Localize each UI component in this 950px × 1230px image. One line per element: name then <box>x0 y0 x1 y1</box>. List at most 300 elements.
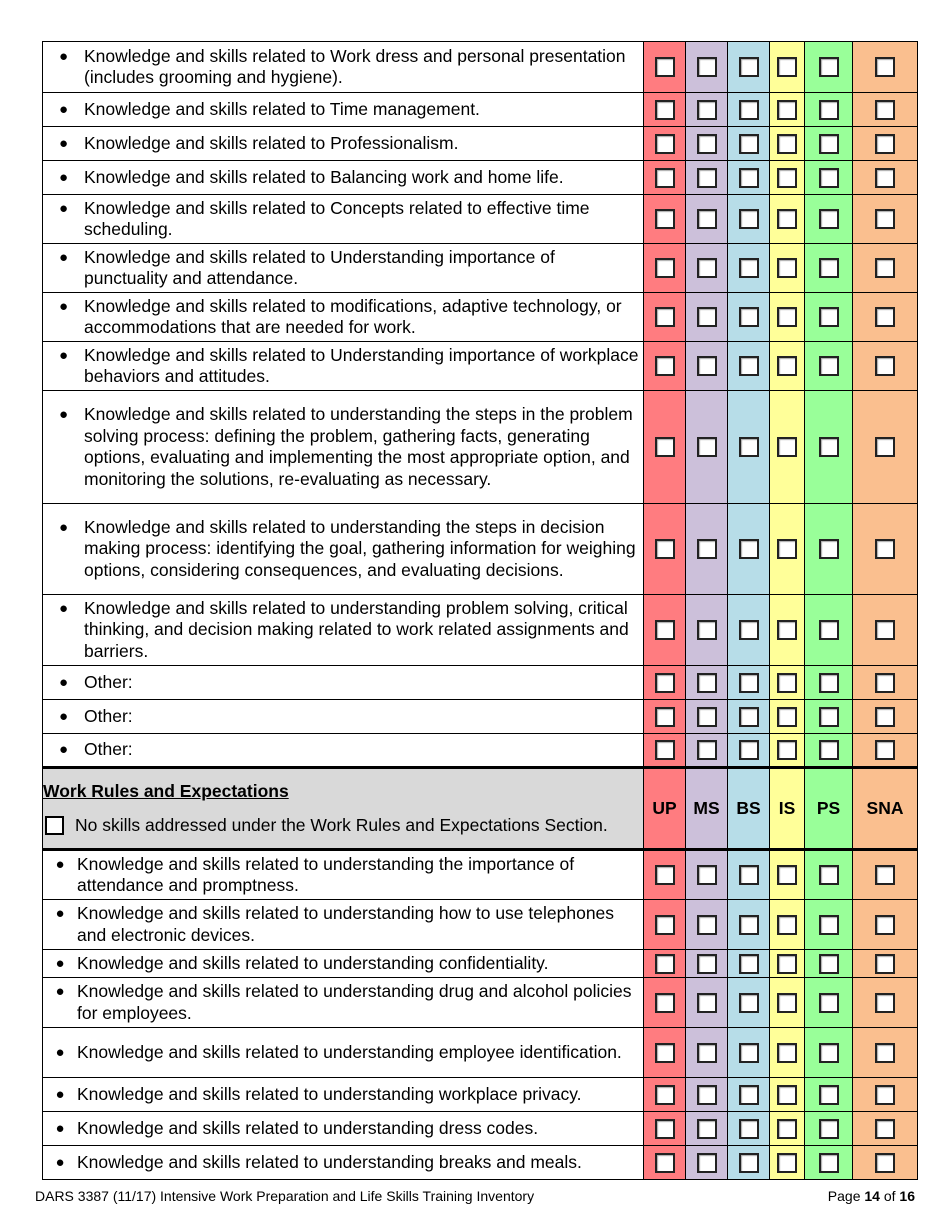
inventory-row <box>43 734 918 768</box>
rating-checkbox-sna[interactable] <box>875 620 895 640</box>
rating-cell-bs <box>728 700 770 734</box>
rating-checkbox-up[interactable] <box>655 134 675 154</box>
rating-checkbox-sna[interactable] <box>875 168 895 188</box>
bullet-icon: ● <box>58 406 69 423</box>
rating-checkbox-ms[interactable] <box>697 57 717 77</box>
rating-cell-bs <box>728 391 770 504</box>
rating-checkbox-is[interactable] <box>777 954 797 974</box>
rating-cell-bs <box>728 850 770 900</box>
rating-checkbox-ms[interactable] <box>697 209 717 229</box>
rating-checkbox-ms[interactable] <box>697 740 717 760</box>
rating-checkbox-ps[interactable] <box>819 437 839 457</box>
rating-checkbox-bs[interactable] <box>739 993 759 1013</box>
rating-checkbox-sna[interactable] <box>875 356 895 376</box>
rating-checkbox-sna[interactable] <box>875 993 895 1013</box>
rating-cell-ms <box>686 93 728 127</box>
rating-cell-sna <box>853 950 918 978</box>
rating-cell-ps <box>805 734 853 768</box>
rating-cell-ms <box>686 293 728 342</box>
rating-cell-is <box>770 195 805 244</box>
bullet-item <box>43 598 643 663</box>
rating-checkbox-ps[interactable] <box>819 100 839 120</box>
rating-checkbox-sna[interactable] <box>875 307 895 327</box>
rating-cell-ms <box>686 195 728 244</box>
rating-cell-sna <box>853 1078 918 1112</box>
rating-cell-up <box>644 978 686 1028</box>
rating-checkbox-bs[interactable] <box>739 1043 759 1063</box>
rating-checkbox-is[interactable] <box>777 865 797 885</box>
rating-checkbox-ms[interactable] <box>697 1153 717 1173</box>
rating-checkbox-sna[interactable] <box>875 134 895 154</box>
rating-checkbox-up[interactable] <box>655 57 675 77</box>
rating-checkbox-ms[interactable] <box>697 539 717 559</box>
rating-cell-up <box>644 1146 686 1180</box>
rating-checkbox-bs[interactable] <box>739 1153 759 1173</box>
inventory-row <box>43 391 918 504</box>
rating-checkbox-sna[interactable] <box>875 209 895 229</box>
rating-checkbox-ps[interactable] <box>819 168 839 188</box>
rating-cell-ps <box>805 504 853 595</box>
section-header-row <box>43 768 918 850</box>
rating-checkbox-is[interactable] <box>777 740 797 760</box>
item-description <box>43 900 644 950</box>
inventory-row <box>43 978 918 1028</box>
bullet-item <box>43 1042 643 1064</box>
rating-cell-sna <box>853 293 918 342</box>
rating-cell-sna <box>853 850 918 900</box>
rating-cell-is <box>770 1028 805 1078</box>
rating-checkbox-bs[interactable] <box>739 740 759 760</box>
rating-cell-ms <box>686 42 728 93</box>
item-description <box>43 734 644 768</box>
inventory-table <box>42 41 918 1180</box>
rating-cell-bs <box>728 244 770 293</box>
rating-checkbox-up[interactable] <box>655 954 675 974</box>
rating-checkbox-up[interactable] <box>655 1043 675 1063</box>
rating-cell-ps <box>805 293 853 342</box>
rating-checkbox-is[interactable] <box>777 100 797 120</box>
bullet-icon: ● <box>58 707 69 725</box>
rating-cell-bs <box>728 342 770 391</box>
column-header-up: UP <box>644 768 686 850</box>
rating-checkbox-sna[interactable] <box>875 740 895 760</box>
rating-checkbox-sna[interactable] <box>875 707 895 727</box>
rating-checkbox-is[interactable] <box>777 57 797 77</box>
rating-checkbox-up[interactable] <box>655 673 675 693</box>
rating-cell-ps <box>805 42 853 93</box>
rating-checkbox-up[interactable] <box>655 168 675 188</box>
rating-checkbox-ps[interactable] <box>819 134 839 154</box>
rating-checkbox-up[interactable] <box>655 620 675 640</box>
rating-checkbox-ps[interactable] <box>819 620 839 640</box>
bullet-icon: ● <box>55 905 65 922</box>
rating-checkbox-is[interactable] <box>777 134 797 154</box>
inventory-row <box>43 342 918 391</box>
bullet-icon: ● <box>58 199 69 217</box>
rating-cell-up <box>644 595 686 666</box>
rating-checkbox-up[interactable] <box>655 539 675 559</box>
rating-cell-bs <box>728 1146 770 1180</box>
rating-checkbox-ms[interactable] <box>697 437 717 457</box>
rating-checkbox-ms[interactable] <box>697 707 717 727</box>
bullet-item <box>43 981 643 1024</box>
form-title-footer: DARS 3387 (11/17) Intensive Work Preparation and Life Skills Training Inventory <box>35 1188 535 1204</box>
rating-cell-sna <box>853 161 918 195</box>
item-text: Other: <box>84 739 133 760</box>
rating-checkbox-ps[interactable] <box>819 1119 839 1139</box>
item-text: Knowledge and skills related to Work dress and personal presentation (includes grooming and hygiene). <box>84 45 626 87</box>
item-text: Other: <box>84 671 133 692</box>
rating-cell-ms <box>686 127 728 161</box>
section-header <box>43 768 644 850</box>
rating-cell-sna <box>853 1028 918 1078</box>
rating-cell-ms <box>686 595 728 666</box>
bullet-icon: ● <box>58 248 69 266</box>
bullet-item <box>43 1118 643 1140</box>
rating-checkbox-ps[interactable] <box>819 258 839 278</box>
rating-checkbox-sna[interactable] <box>875 437 895 457</box>
rating-cell-sna <box>853 93 918 127</box>
rating-checkbox-ms[interactable] <box>697 168 717 188</box>
rating-checkbox-up[interactable] <box>655 1119 675 1139</box>
rating-cell-sna <box>853 900 918 950</box>
rating-cell-ms <box>686 978 728 1028</box>
rating-checkbox-bs[interactable] <box>739 209 759 229</box>
bullet-icon: ● <box>58 518 69 536</box>
rating-checkbox-ps[interactable] <box>819 356 839 376</box>
rating-checkbox-up[interactable] <box>655 865 675 885</box>
rating-checkbox-bs[interactable] <box>739 539 759 559</box>
rating-cell-is <box>770 342 805 391</box>
rating-checkbox-bs[interactable] <box>739 356 759 376</box>
rating-checkbox-is[interactable] <box>777 1119 797 1139</box>
rating-cell-sna <box>853 42 918 93</box>
column-header-ms: MS <box>686 768 728 850</box>
rating-checkbox-sna[interactable] <box>875 100 895 120</box>
no-skills-label: No skills addressed under the Work Rules and Expectations Section. <box>75 815 608 835</box>
item-text: Knowledge and skills related to understanding how to use telephones and electronic devices. <box>77 903 615 945</box>
rating-cell-sna <box>853 244 918 293</box>
rating-checkbox-up[interactable] <box>655 707 675 727</box>
bullet-icon: ● <box>58 168 69 186</box>
bullet-item <box>43 404 643 490</box>
rating-cell-ps <box>805 1146 853 1180</box>
inventory-row <box>43 1112 918 1146</box>
item-description <box>43 595 644 666</box>
rating-checkbox-sna[interactable] <box>875 1119 895 1139</box>
rating-checkbox-ms[interactable] <box>697 356 717 376</box>
bullet-item <box>43 345 643 388</box>
rating-cell-sna <box>853 1146 918 1180</box>
rating-checkbox-is[interactable] <box>777 258 797 278</box>
rating-cell-is <box>770 504 805 595</box>
inventory-row <box>43 161 918 195</box>
rating-checkbox-bs[interactable] <box>739 707 759 727</box>
rating-cell-is <box>770 700 805 734</box>
item-text: Knowledge and skills related to understanding dress codes. <box>77 1117 539 1138</box>
rating-cell-is <box>770 595 805 666</box>
item-description <box>43 504 644 595</box>
rating-checkbox-ms[interactable] <box>697 954 717 974</box>
item-text: Knowledge and skills related to Professionalism. <box>84 132 459 153</box>
rating-checkbox-is[interactable] <box>777 620 797 640</box>
rating-checkbox-is[interactable] <box>777 437 797 457</box>
rating-checkbox-sna[interactable] <box>875 1085 895 1105</box>
rating-checkbox-ps[interactable] <box>819 57 839 77</box>
rating-cell-ps <box>805 391 853 504</box>
rating-cell-ms <box>686 391 728 504</box>
rating-checkbox-ps[interactable] <box>819 1043 839 1063</box>
rating-checkbox-ps[interactable] <box>819 954 839 974</box>
rating-cell-bs <box>728 734 770 768</box>
rating-checkbox-is[interactable] <box>777 168 797 188</box>
rating-cell-bs <box>728 42 770 93</box>
rating-checkbox-up[interactable] <box>655 100 675 120</box>
rating-checkbox-ms[interactable] <box>697 307 717 327</box>
rating-cell-bs <box>728 950 770 978</box>
rating-checkbox-ps[interactable] <box>819 673 839 693</box>
rating-cell-bs <box>728 195 770 244</box>
item-text: Knowledge and skills related to understanding employee identification. <box>77 1041 622 1062</box>
rating-cell-is <box>770 666 805 700</box>
bullet-item <box>43 167 643 189</box>
rating-cell-ps <box>805 342 853 391</box>
rating-cell-ms <box>686 244 728 293</box>
rating-checkbox-up[interactable] <box>655 1153 675 1173</box>
rating-checkbox-bs[interactable] <box>739 100 759 120</box>
rating-cell-ms <box>686 1028 728 1078</box>
rating-checkbox-up[interactable] <box>655 258 675 278</box>
rating-cell-up <box>644 93 686 127</box>
item-text: Knowledge and skills related to understanding confidentiality. <box>77 952 549 973</box>
rating-cell-is <box>770 161 805 195</box>
page-current: 14 <box>864 1188 880 1204</box>
rating-checkbox-is[interactable] <box>777 539 797 559</box>
rating-checkbox-bs[interactable] <box>739 1119 759 1139</box>
rating-checkbox-sna[interactable] <box>875 57 895 77</box>
column-header-sna: SNA <box>853 768 918 850</box>
column-header-ps: PS <box>805 768 853 850</box>
rating-cell-ms <box>686 342 728 391</box>
rating-checkbox-bs[interactable] <box>739 620 759 640</box>
bullet-item <box>43 706 643 728</box>
rating-checkbox-bs[interactable] <box>739 307 759 327</box>
rating-cell-ps <box>805 900 853 950</box>
rating-cell-sna <box>853 978 918 1028</box>
rating-checkbox-bs[interactable] <box>739 168 759 188</box>
rating-checkbox-sna[interactable] <box>875 539 895 559</box>
rating-cell-sna <box>853 195 918 244</box>
rating-checkbox-sna[interactable] <box>875 258 895 278</box>
rating-checkbox-ps[interactable] <box>819 307 839 327</box>
bullet-item <box>43 739 643 761</box>
rating-cell-up <box>644 666 686 700</box>
bullet-icon: ● <box>55 1043 65 1061</box>
bullet-icon: ● <box>55 1119 65 1137</box>
rating-cell-ms <box>686 700 728 734</box>
rating-cell-bs <box>728 978 770 1028</box>
rating-checkbox-ms[interactable] <box>697 915 717 935</box>
rating-checkbox-ps[interactable] <box>819 915 839 935</box>
item-text: Knowledge and skills related to Time management. <box>84 98 480 119</box>
rating-checkbox-up[interactable] <box>655 740 675 760</box>
rating-checkbox-ps[interactable] <box>819 1085 839 1105</box>
rating-checkbox-bs[interactable] <box>739 954 759 974</box>
rating-cell-sna <box>853 1112 918 1146</box>
inventory-row <box>43 195 918 244</box>
rating-checkbox-ms[interactable] <box>697 620 717 640</box>
rating-checkbox-ps[interactable] <box>819 740 839 760</box>
rating-checkbox-bs[interactable] <box>739 258 759 278</box>
rating-checkbox-ms[interactable] <box>697 1085 717 1105</box>
rating-checkbox-is[interactable] <box>777 707 797 727</box>
rating-checkbox-ps[interactable] <box>819 1153 839 1173</box>
rating-cell-ps <box>805 850 853 900</box>
rating-checkbox-up[interactable] <box>655 307 675 327</box>
rating-checkbox-bs[interactable] <box>739 134 759 154</box>
rating-checkbox-ms[interactable] <box>697 258 717 278</box>
rating-checkbox-is[interactable] <box>777 356 797 376</box>
rating-cell-sna <box>853 666 918 700</box>
item-description <box>43 950 644 978</box>
bullet-icon: ● <box>58 47 69 65</box>
rating-cell-ms <box>686 1078 728 1112</box>
rating-cell-bs <box>728 93 770 127</box>
item-description <box>43 700 644 734</box>
rating-cell-bs <box>728 1112 770 1146</box>
rating-checkbox-ps[interactable] <box>819 707 839 727</box>
rating-checkbox-up[interactable] <box>655 915 675 935</box>
rating-checkbox-sna[interactable] <box>875 915 895 935</box>
rating-checkbox-ms[interactable] <box>697 673 717 693</box>
rating-checkbox-ms[interactable] <box>697 134 717 154</box>
rating-cell-is <box>770 950 805 978</box>
of-word: of <box>883 1188 896 1204</box>
rating-checkbox-bs[interactable] <box>739 865 759 885</box>
rating-cell-is <box>770 244 805 293</box>
bullet-icon: ● <box>58 673 69 691</box>
page-total: 16 <box>899 1188 915 1204</box>
rating-checkbox-up[interactable] <box>655 1085 675 1105</box>
item-text: Knowledge and skills related to understanding breaks and meals. <box>77 1151 582 1172</box>
rating-checkbox-bs[interactable] <box>739 57 759 77</box>
bullet-item <box>43 198 643 241</box>
rating-cell-ms <box>686 1112 728 1146</box>
rating-cell-is <box>770 391 805 504</box>
rating-checkbox-is[interactable] <box>777 993 797 1013</box>
rating-cell-ps <box>805 161 853 195</box>
rating-cell-bs <box>728 161 770 195</box>
inventory-row <box>43 127 918 161</box>
rating-cell-ms <box>686 666 728 700</box>
inventory-row <box>43 504 918 595</box>
rating-checkbox-bs[interactable] <box>739 673 759 693</box>
item-description <box>43 127 644 161</box>
bullet-icon: ● <box>55 855 65 873</box>
bullet-item <box>43 903 643 946</box>
bullet-icon: ● <box>55 1085 65 1103</box>
inventory-row <box>43 1146 918 1180</box>
rating-cell-ms <box>686 850 728 900</box>
inventory-row <box>43 700 918 734</box>
rating-checkbox-sna[interactable] <box>875 673 895 693</box>
rating-checkbox-ps[interactable] <box>819 209 839 229</box>
bullet-icon: ● <box>55 983 65 1000</box>
rating-checkbox-is[interactable] <box>777 1153 797 1173</box>
column-header-is: IS <box>770 768 805 850</box>
rating-cell-sna <box>853 391 918 504</box>
column-header-bs: BS <box>728 768 770 850</box>
rating-checkbox-ms[interactable] <box>697 100 717 120</box>
bullet-item <box>43 672 643 694</box>
item-description <box>43 342 644 391</box>
item-description <box>43 666 644 700</box>
rating-cell-sna <box>853 700 918 734</box>
rating-cell-bs <box>728 1078 770 1112</box>
rating-cell-bs <box>728 293 770 342</box>
rating-checkbox-ps[interactable] <box>819 539 839 559</box>
rating-checkbox-up[interactable] <box>655 356 675 376</box>
rating-checkbox-sna[interactable] <box>875 954 895 974</box>
rating-checkbox-bs[interactable] <box>739 915 759 935</box>
rating-cell-ps <box>805 700 853 734</box>
rating-checkbox-ms[interactable] <box>697 865 717 885</box>
rating-cell-is <box>770 900 805 950</box>
rating-checkbox-ms[interactable] <box>697 1043 717 1063</box>
rating-checkbox-is[interactable] <box>777 209 797 229</box>
rating-checkbox-bs[interactable] <box>739 437 759 457</box>
inventory-row <box>43 93 918 127</box>
item-description <box>43 161 644 195</box>
rating-cell-bs <box>728 127 770 161</box>
rating-checkbox-sna[interactable] <box>875 865 895 885</box>
rating-checkbox-bs[interactable] <box>739 1085 759 1105</box>
rating-cell-is <box>770 734 805 768</box>
rating-checkbox-up[interactable] <box>655 209 675 229</box>
no-skills-checkbox[interactable] <box>45 816 64 835</box>
rating-checkbox-is[interactable] <box>777 1043 797 1063</box>
rating-checkbox-is[interactable] <box>777 307 797 327</box>
bullet-item <box>43 247 643 290</box>
bullet-item <box>43 296 643 339</box>
rating-checkbox-ps[interactable] <box>819 865 839 885</box>
inventory-row <box>43 42 918 93</box>
inventory-row <box>43 244 918 293</box>
bullet-item <box>43 953 643 975</box>
rating-checkbox-sna[interactable] <box>875 1153 895 1173</box>
rating-checkbox-up[interactable] <box>655 437 675 457</box>
rating-checkbox-sna[interactable] <box>875 1043 895 1063</box>
rating-cell-ms <box>686 161 728 195</box>
rating-checkbox-ms[interactable] <box>697 993 717 1013</box>
rating-cell-up <box>644 850 686 900</box>
rating-cell-up <box>644 195 686 244</box>
rating-checkbox-up[interactable] <box>655 993 675 1013</box>
rating-checkbox-ps[interactable] <box>819 993 839 1013</box>
item-description <box>43 1112 644 1146</box>
rating-checkbox-is[interactable] <box>777 673 797 693</box>
item-description <box>43 850 644 900</box>
rating-checkbox-is[interactable] <box>777 1085 797 1105</box>
item-text: Knowledge and skills related to understanding the importance of attendance and promptness. <box>77 853 575 895</box>
rating-checkbox-is[interactable] <box>777 915 797 935</box>
rating-cell-is <box>770 850 805 900</box>
rating-checkbox-ms[interactable] <box>697 1119 717 1139</box>
bullet-icon: ● <box>58 346 69 364</box>
page-number-footer <box>828 1188 915 1204</box>
item-description <box>43 195 644 244</box>
item-description <box>43 1028 644 1078</box>
